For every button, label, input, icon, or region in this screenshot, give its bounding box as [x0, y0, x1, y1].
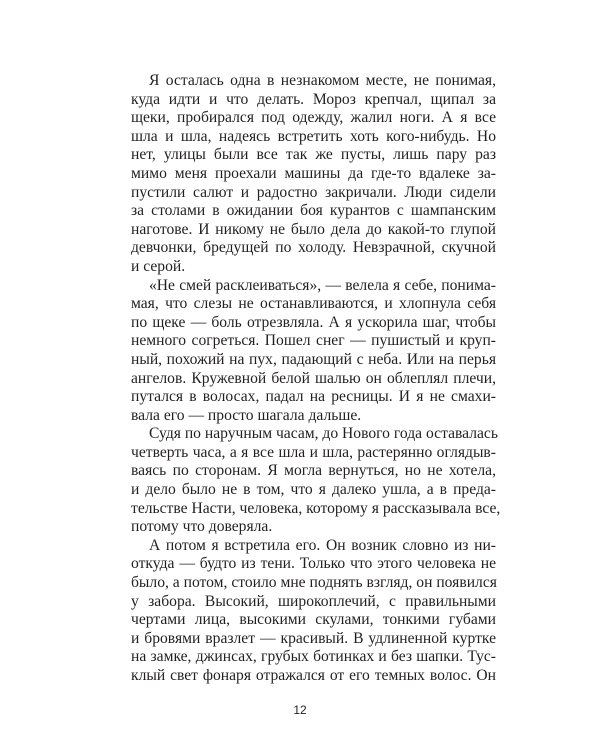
text-line: и серой.	[131, 257, 186, 275]
text-line: клый свет фонаря отражался от его темных волос. Он	[131, 667, 496, 684]
text-line: ваясь по сторонам. Я могла вернуться, но не хотела,	[131, 462, 496, 480]
text-line: по щеке — боль отрезвляла. А я ускорила шаг, чтобы	[131, 313, 496, 331]
text-line: у забора. Высокий, широкоплечий, с правильными	[131, 592, 496, 610]
text-line: «Не смей расклеиваться», — велела я себе, понима-	[149, 276, 496, 294]
page-number: 12	[293, 703, 307, 717]
text-line: А потом я встретила его. Он возник словно из ни-	[149, 536, 496, 554]
text-line: Я осталась одна в незнакомом месте, не понимая,	[149, 72, 496, 89]
text-line: мимо меня проехали машины да где-то вдалеке за-	[131, 164, 496, 182]
text-line: и дело было не в том, что я далеко ушла, а в преда-	[131, 481, 496, 499]
text-line: наготове. И никому не было дела до какой-то глупой	[131, 220, 496, 238]
text-line: и бровями вразлет — красивый. В удлиненной куртке	[131, 629, 496, 647]
text-line: чертами лица, высокими скулами, тонкими губами	[131, 611, 496, 629]
text-line: тельстве Насти, человека, которому я рассказывала все,	[131, 499, 501, 517]
text-line: шла и шла, надеясь встретить хоть кого-нибудь. Но	[131, 127, 496, 145]
text-line: вала его — просто шагала дальше.	[131, 406, 362, 424]
text-line: пустили салют и радостно закричали. Люди сидели	[131, 183, 496, 201]
text-line: на замке, джинсах, грубых ботинках и без шапки. Тус-	[131, 648, 496, 666]
text-line: за столами в ожидании боя курантов с шампанским	[131, 202, 496, 220]
text-line: ангелов. Кружевной белой шалью он облеплял плечи,	[131, 369, 496, 387]
text-line: щеки, пробирался под одежду, жалил ноги. А я все	[131, 109, 496, 127]
text-line: куда идти и что делать. Мороз крепчал, щипал за	[131, 90, 496, 108]
text-line: ный, похожий на пух, падающий с неба. Или на перья	[131, 350, 496, 368]
text-line: путался в волосах, падал на ресницы. И я не смахи-	[131, 388, 496, 406]
text-line: откуда — будто из тени. Только что этого человека не	[131, 555, 496, 573]
text-line: нет, улицы были все так же пусты, лишь пару раз	[131, 146, 496, 164]
text-line: мая, что слезы не останавливаются, и хлопнула себя	[131, 295, 496, 313]
text-line: девчонки, бредущей по холоду. Невзрачной, скучной	[131, 239, 496, 257]
text-line: четверть часа, а я все шла и шла, растерянно оглядыв-	[131, 443, 496, 461]
text-line: потому что доверяла.	[131, 518, 273, 536]
text-line: Судя по наручным часам, до Нового года оставалась	[149, 425, 498, 443]
text-line: было, а потом, стоило мне поднять взгляд, он появился	[131, 574, 497, 592]
text-line: немного согреться. Пошел снег — пушистый и круп-	[131, 332, 496, 350]
